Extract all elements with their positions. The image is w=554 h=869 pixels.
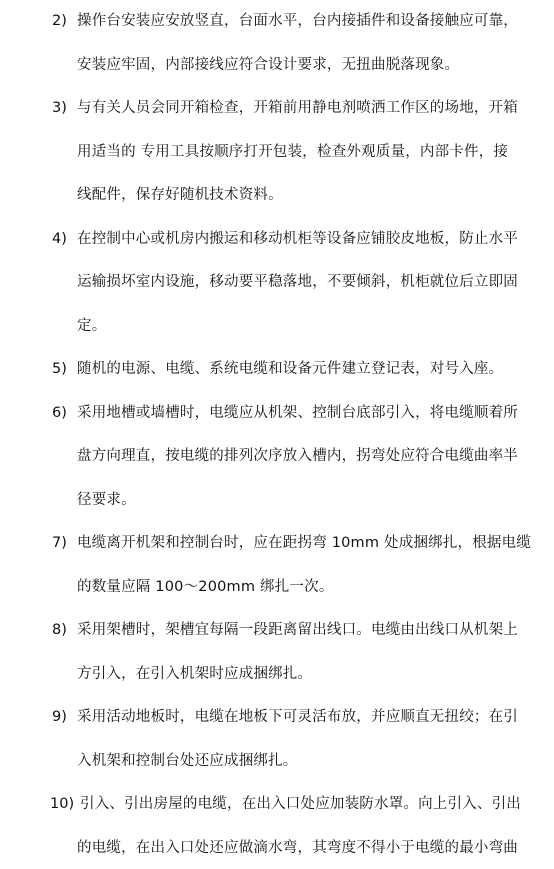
item-line: 在控制中心或机房内搬运和移动机柜等设备应铺胶皮地板，防止水平 <box>77 231 518 247</box>
item-line: 采用活动地板时，电缆在地板下可灵活布放，并应顺直无扭绞；在引 <box>77 709 518 725</box>
item-line: 的电缆，在出入口处还应做滴水弯，其弯度不得小于电缆的最小弯曲 <box>77 840 518 856</box>
item-line: 的数量应隔 100～200mm 绑扎一次。 <box>77 579 334 595</box>
item-line: 盘方向理直，按电缆的排列次序放入槽内，拐弯处应符合电缆曲率半 <box>77 448 518 464</box>
item-line: 采用地槽或墙槽时，电缆应从机架、控制台底部引入，将电缆顺着所 <box>77 405 518 421</box>
item-number: 8) <box>52 622 67 638</box>
item-number: 2) <box>52 13 67 29</box>
item-line: 运输损坏室内设施，移动要平稳落地，不要倾斜，机柜就位后立即固 <box>77 274 518 290</box>
item-line: 入机架和控制台处还应成捆绑扎。 <box>77 753 298 769</box>
item-line: 引入、引出房屋的电缆，在出入口处应加装防水罩。向上引入、引出 <box>80 796 521 812</box>
item-line: 定。 <box>77 318 107 334</box>
item-number: 4) <box>52 231 67 247</box>
item-line: 随机的电源、电缆、系统电缆和设备元件建立登记表，对号入座。 <box>77 361 504 377</box>
item-line: 径要求。 <box>77 492 136 508</box>
item-line: 与有关人员会同开箱检查，开箱前用静电剂喷洒工作区的场地，开箱 <box>77 100 518 116</box>
item-line: 用适当的 专用工具按顺序打开包装，检查外观质量，内部卡件，接 <box>77 144 509 160</box>
item-number: 9) <box>52 709 67 725</box>
item-number: 7) <box>52 535 67 551</box>
item-line: 线配件，保存好随机技术资料。 <box>77 187 283 203</box>
item-number: 5) <box>52 361 67 377</box>
item-number: 6) <box>52 405 67 421</box>
item-line: 采用架槽时，架槽宜每隔一段距离留出线口。电缆由出线口从机架上 <box>77 622 518 638</box>
item-line: 方引入，在引入机架时应成捆绑扎。 <box>77 666 313 682</box>
item-number: 3) <box>52 100 67 116</box>
item-number: 10) <box>50 796 75 812</box>
item-line: 操作台安装应安放竖直，台面水平，台内接插件和设备接触应可靠， <box>77 13 518 29</box>
item-line: 电缆离开机架和控制台时，应在距拐弯 10mm 处成捆绑扎，根据电缆 <box>77 535 532 551</box>
item-line: 安装应牢固，内部接线应符合设计要求，无扭曲脱落现象。 <box>77 57 460 73</box>
